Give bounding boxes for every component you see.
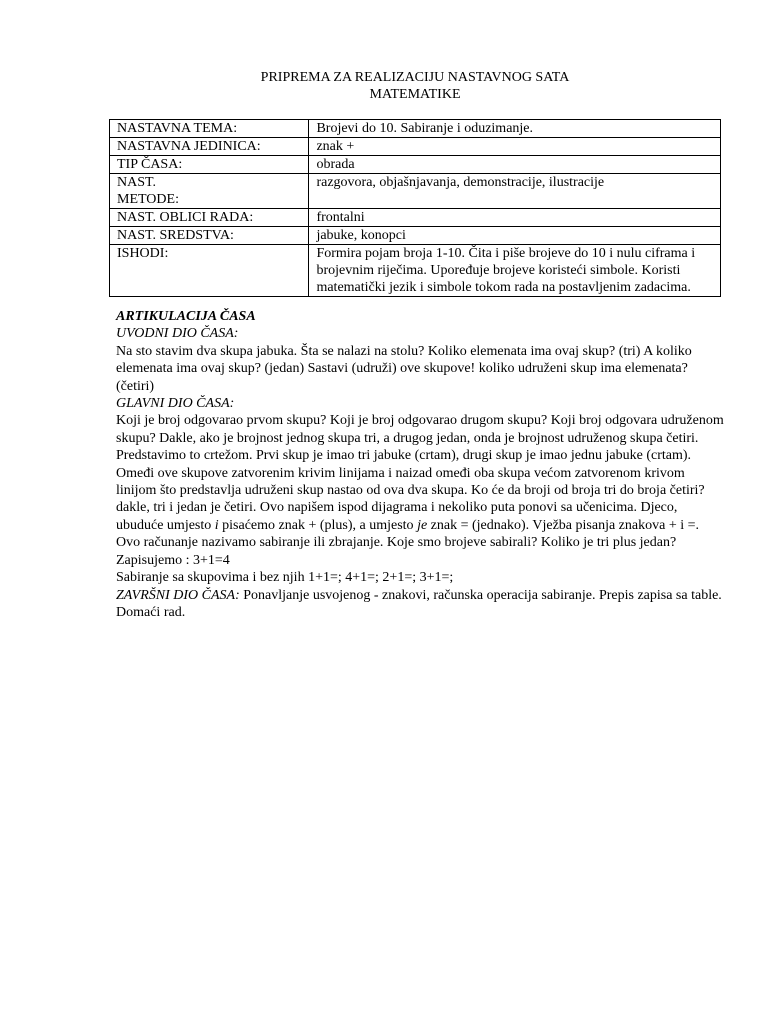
methods-label-line-1: NAST. [117,175,157,190]
main-paragraph-2-part-a: Predstavimo to crtežom. Prvi skup je imao tri jabuke (crtam), drugi skup je imao jednu jabuke (crtam). Omeđi ove skupove zatvorenim krivim linijama i naizad omeđi oba skupa većom zatvorenom krivom linijom što predstavlja udruženi skup nastao od ova dva skupa. Ko će da broji od broja tri do broja četiri? dakle, tri i jedan je četiri. Ovo napišem ispod dijagrama i nekoliko puta ponovi sa učenicima. Djeco, ubuduće umjesto [116,448,705,533]
row-label-forms: NAST. OBLICI RADA: [110,209,309,227]
row-value-methods: razgovora, objašnjavanja, demonstracije, ilustracije [309,174,721,209]
table-row [110,174,721,209]
row-label-resources: NAST. SREDSTVA: [110,227,309,245]
main-section-heading: GLAVNI DIO ČASA: [116,396,235,412]
final-section [116,587,726,622]
main-section-paragraph-1: Koji je broj odgovarao prvom skupu? Koji je broj odgovarao drugom skupu? Koji broj odgovara udruženom skupu? Dakle, ako je brojnost jednog skupa tri, a drugog jedan, onda je brojnost udruženog skupa četiri. [116,413,724,446]
intro-section-heading: UVODNI DIO ČASA: [116,326,239,342]
row-label-methods [110,174,309,209]
row-value-topic: Brojevi do 10. Sabiranje i oduzimanje. [309,120,721,138]
table-row [110,209,721,227]
main-paragraph-2-word-je: je [417,517,428,533]
main-paragraph-2-word-i: i [214,517,219,533]
table-row [110,156,721,174]
row-label-lesson-type: TIP ČASA: [110,156,309,174]
row-label-outcomes: ISHODI: [110,245,309,297]
row-value-resources: jabuke, konopci [309,227,721,245]
articulation-heading: ARTIKULACIJA ČASA [116,309,256,324]
document-title-line-2: MATEMATIKE [369,87,461,102]
row-value-unit: znak + [309,138,721,156]
main-section-paragraph-3: Ovo računanje nazivamo sabiranje ili zbrajanje. Koje smo brojeve sabirali? Koliko je tri plus jedan? Zapisujemo : 3+1=4 [116,535,677,568]
row-label-unit: NASTAVNA JEDINICA: [110,138,309,156]
lesson-info-table [109,119,721,297]
row-value-lesson-type: obrada [309,156,721,174]
final-section-text: Ponavljanje usvojenog - znakovi, računska operacija sabiranje. Prepis zapisa sa table. Domaći rad. [116,587,722,620]
main-paragraph-2-part-c: znak = (jednako). Vježba pisanja znakova + i =. [427,517,700,533]
row-value-outcomes: Formira pojam broja 1-10. Čita i piše brojeve do 10 i nulu ciframa i brojevnim riječima. Upoređuje brojeve koristeći simbole. Koristi matematički jezik i simbole tokom rada na postavljenim zadacima. [309,245,721,297]
row-value-forms: frontalni [309,209,721,227]
document-title-line-1: PRIPREMA ZA REALIZACIJU NASTAVNOG SATA [260,70,570,85]
intro-section-text: Na sto stavim dva skupa jabuka. Šta se nalazi na stolu? Koliko elemenata ima ovaj skup? (tri) A koliko elemenata ima ovaj skup? (jedan) Sastavi (udruži) ove skupove! koliko udruženi skup ima elemenata? (četiri) [116,343,692,394]
table-row [110,120,721,138]
main-section-paragraph-2 [116,447,726,534]
table-row [110,138,721,156]
table-row [110,227,721,245]
table-row [110,245,721,297]
methods-label-line-2: METODE: [117,192,179,207]
main-section-paragraph-4: Sabiranje sa skupovima i bez njih 1+1=; 4+1=; 2+1=; 3+1=; [116,570,454,586]
main-paragraph-2-part-b: pisaćemo znak + (plus), a umjesto [218,517,418,533]
final-section-heading: ZAVRŠNI DIO ČASA: [116,587,240,603]
row-label-topic: NASTAVNA TEMA: [110,120,309,138]
lesson-articulation [116,308,726,621]
